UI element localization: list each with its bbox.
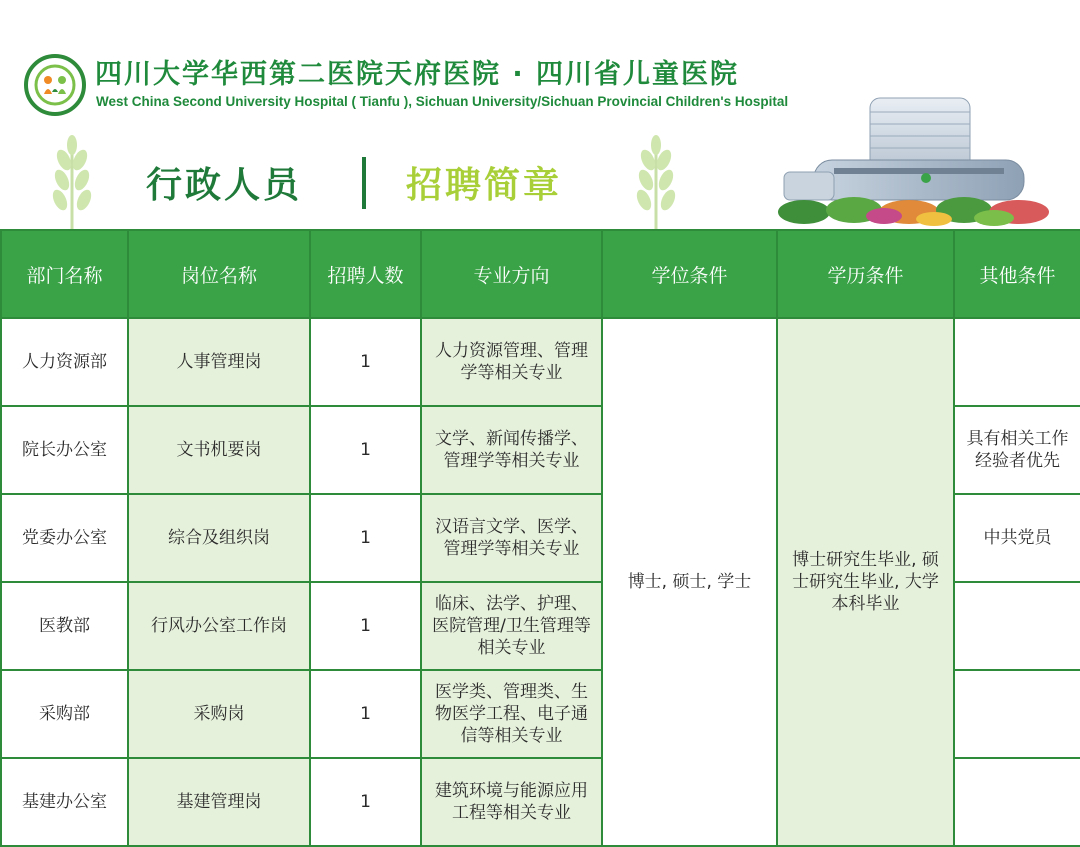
col-header-other: 其他条件 <box>954 230 1080 318</box>
col-header-education: 学历条件 <box>777 230 954 318</box>
cell-dept: 基建办公室 <box>1 758 128 846</box>
cell-dept: 党委办公室 <box>1 494 128 582</box>
cell-count: 1 <box>310 758 421 846</box>
cell-major: 人力资源管理、管理学等相关专业 <box>421 318 602 406</box>
cell-other <box>954 318 1080 406</box>
cell-dept: 采购部 <box>1 670 128 758</box>
cell-major: 建筑环境与能源应用工程等相关专业 <box>421 758 602 846</box>
cell-position: 行风办公室工作岗 <box>128 582 310 670</box>
cell-position: 采购岗 <box>128 670 310 758</box>
cell-count: 1 <box>310 582 421 670</box>
cell-major: 医学类、管理类、生物医学工程、电子通信等相关专业 <box>421 670 602 758</box>
cell-position: 文书机要岗 <box>128 406 310 494</box>
wheat-right-icon <box>628 135 684 230</box>
recruitment-table <box>0 229 1080 847</box>
cell-dept: 院长办公室 <box>1 406 128 494</box>
col-header-major: 专业方向 <box>421 230 602 318</box>
cell-major: 临床、法学、护理、医院管理/卫生管理等相关专业 <box>421 582 602 670</box>
cell-other: 具有相关工作经验者优先 <box>954 406 1080 494</box>
org-name-en: West China Second University Hospital ( Tianfu ), Sichuan University/Sichuan Provincial Children's Hospital <box>96 94 789 109</box>
table-row <box>1 318 1080 406</box>
cell-dept: 医教部 <box>1 582 128 670</box>
cell-count: 1 <box>310 406 421 494</box>
cell-other <box>954 758 1080 846</box>
cell-education-merged: 博士研究生毕业, 硕士研究生毕业, 大学本科毕业 <box>777 318 954 846</box>
cell-major: 文学、新闻传播学、管理学等相关专业 <box>421 406 602 494</box>
heading-title: 招聘简章 <box>406 165 563 206</box>
cell-count: 1 <box>310 494 421 582</box>
table-header-row <box>1 230 1080 318</box>
cell-count: 1 <box>310 318 421 406</box>
cell-position: 人事管理岗 <box>128 318 310 406</box>
cell-major: 汉语言文学、医学、管理学等相关专业 <box>421 494 602 582</box>
hospital-building-image <box>774 88 1064 228</box>
cell-position: 综合及组织岗 <box>128 494 310 582</box>
wheat-left-icon <box>44 135 100 230</box>
heading-category: 行政人员 <box>146 165 303 206</box>
col-header-dept: 部门名称 <box>1 230 128 318</box>
org-name-cn: 四川大学华西第二医院天府医院 · 四川省儿童医院 <box>95 59 740 90</box>
cell-other <box>954 582 1080 670</box>
cell-position: 基建管理岗 <box>128 758 310 846</box>
cell-other <box>954 670 1080 758</box>
cell-other: 中共党员 <box>954 494 1080 582</box>
cell-degree-merged: 博士, 硕士, 学士 <box>602 318 777 846</box>
col-header-degree: 学位条件 <box>602 230 777 318</box>
col-header-count: 招聘人数 <box>310 230 421 318</box>
page-header <box>0 0 1080 230</box>
heading-divider <box>362 157 366 209</box>
hospital-logo <box>24 54 86 116</box>
cell-count: 1 <box>310 670 421 758</box>
cell-dept: 人力资源部 <box>1 318 128 406</box>
col-header-position: 岗位名称 <box>128 230 310 318</box>
